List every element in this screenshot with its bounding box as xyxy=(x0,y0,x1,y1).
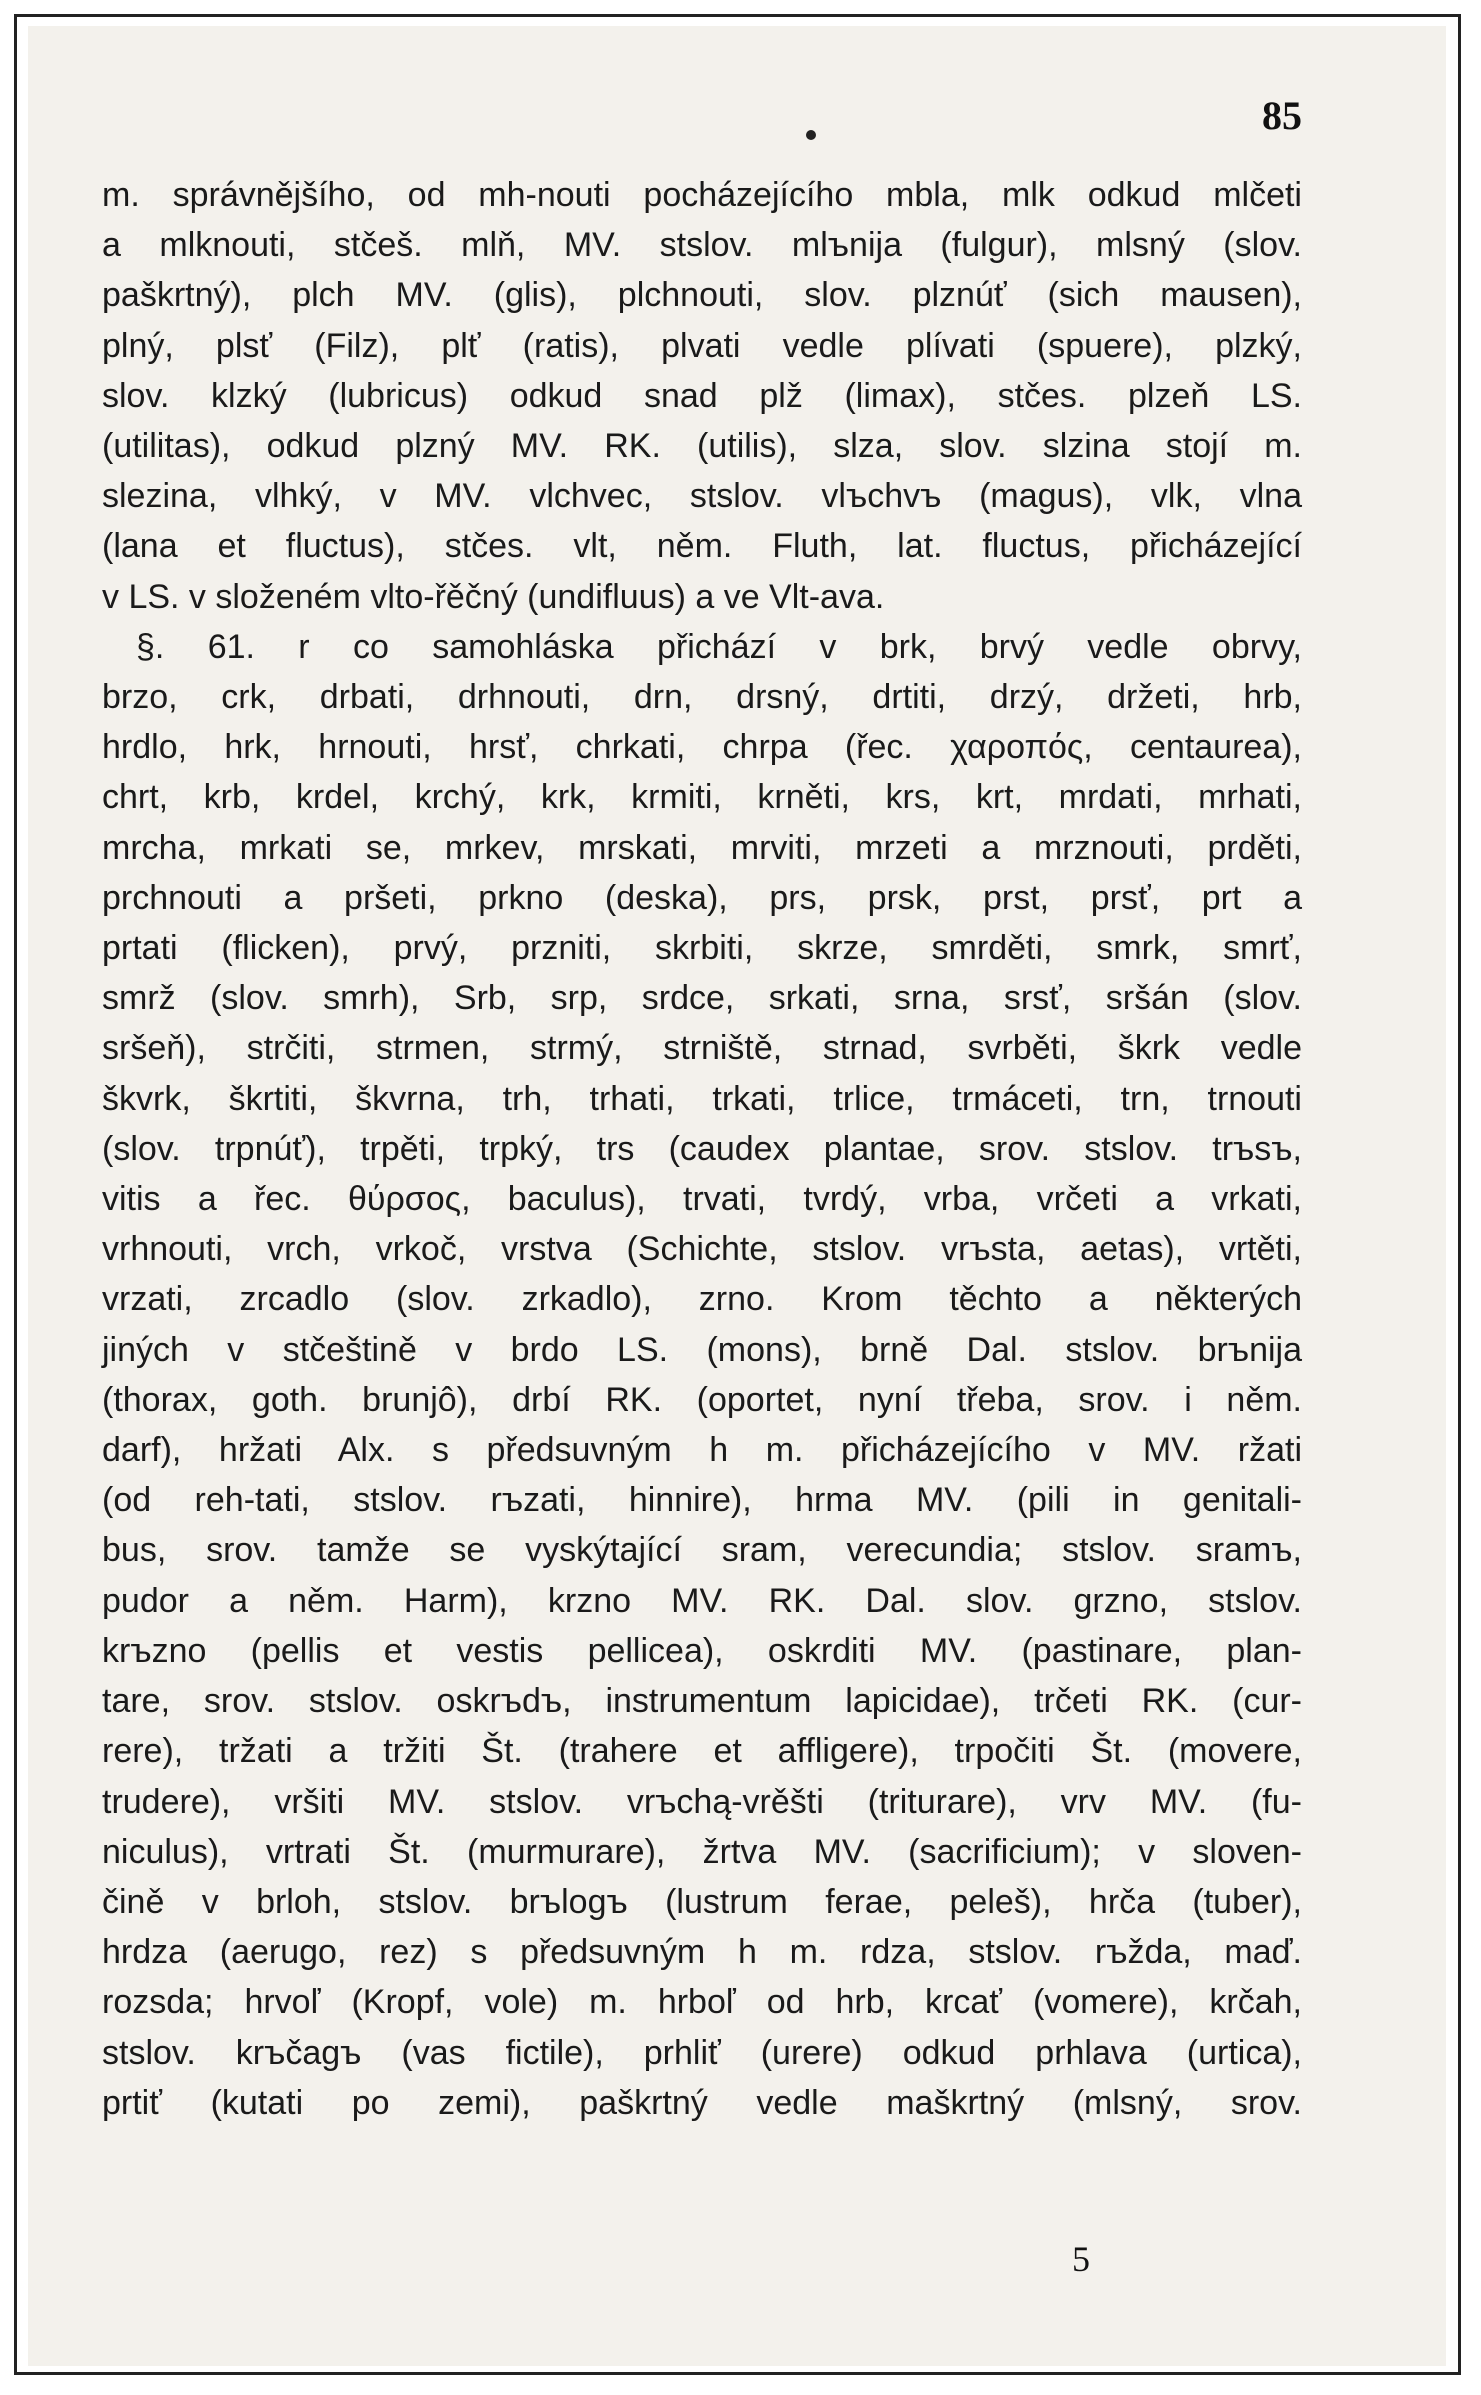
text-line: škvrk, škrtiti, škvrna, trh, trhati, trkati, trlice, trmáceti, trn, trnouti xyxy=(102,1079,1302,1118)
text-line: (thorax, goth. brunjô), drbí RK. (oportet, nyní třeba, srov. i něm. xyxy=(102,1380,1302,1419)
text-line: (lana et fluctus), stčes. vlt, něm. Fluth, lat. fluctus, přicházející xyxy=(102,527,1302,566)
text-line: m. správnějšího, od mh-nouti pocházejícího mbla, mlk odkud mlčeti xyxy=(102,176,1302,214)
text-line: čině v brloh, stslov. brъlogъ (lustrum ferae, peleš), hrča (tuber), xyxy=(102,1882,1302,1921)
text-line: mrcha, mrkati se, mrkev, mrskati, mrviti, mrzeti a mrznouti, prděti, xyxy=(102,828,1302,867)
text-line: vrhnouti, vrch, vrkoč, vrstva (Schichte, stslov. vrъsta, aetas), vrtěti, xyxy=(102,1230,1302,1269)
text-line: rozsda; hrvoľ (Kropf, vole) m. hrboľ od hrb, krcať (vomere), krčah, xyxy=(102,1983,1302,2022)
text-line: rere), tržati a tržiti Št. (trahere et affligere), trpočiti Št. (movere, xyxy=(102,1732,1302,1771)
text-line: prtati (flicken), prvý, przniti, skrbiti, skrze, smrděti, smrk, smrť, xyxy=(102,929,1302,968)
signature-mark: 5 xyxy=(1072,2239,1090,2279)
text-line: brzo, crk, drbati, drhnouti, drn, drsný, drtiti, drzý, držeti, hrb, xyxy=(102,678,1302,717)
text-line: krъzno (pellis et vestis pellicea), oskrditi MV. (pastinare, plan- xyxy=(102,1631,1302,1670)
text-line: tare, srov. stslov. oskrъdъ, instrumentum lapicidae), trčeti RK. (cur- xyxy=(102,1682,1302,1721)
text-line: jiných v stčeštině v brdo LS. (mons), brně Dal. stslov. brъnija xyxy=(102,1330,1302,1369)
text-line: bus, srov. tamže se vyskýtající sram, verecundia; stslov. sramъ, xyxy=(102,1531,1302,1570)
text-line: (utilitas), odkud plzný MV. RK. (utilis), slza, slov. slzina stojí m. xyxy=(102,427,1302,466)
text-line: §. 61. r co samohláska přichází v brk, brvý vedle obrvy, xyxy=(136,627,1302,666)
text-line: niculus), vrtrati Št. (murmurare), žrtva MV. (sacrificium); v sloven- xyxy=(102,1832,1302,1871)
text-line: smrž (slov. smrh), Srb, srp, srdce, srkati, srna, srsť, sršán (slov. xyxy=(102,979,1302,1018)
text-line: vrzati, zrcadlo (slov. zrkadlo), zrno. Krom těchto a některých xyxy=(102,1280,1302,1319)
text-line: slov. klzký (lubricus) odkud snad plž (limax), stčes. plzeň LS. xyxy=(102,376,1302,415)
text-line: v LS. v složeném vlto-řěčný (undifluus) a ve Vlt-ava. xyxy=(102,577,885,616)
text-line: plný, plsť (Filz), plť (ratis), plvati vedle plívati (spuere), plzký, xyxy=(102,326,1302,365)
text-line: slezina, vlhký, v MV. vlchvec, stslov. vlъchvъ (magus), vlk, vlna xyxy=(102,477,1302,516)
text-line: vitis a řec. θύρσος, baculus), trvati, tvrdý, vrba, vrčeti a vrkati, xyxy=(102,1180,1302,1219)
text-line: pudor a něm. Harm), krzno MV. RK. Dal. slov. grzno, stslov. xyxy=(102,1581,1302,1620)
text-line: hrdlo, hrk, hrnouti, hrsť, chrkati, chrpa (řec. χαροπός, centaurea), xyxy=(102,728,1302,767)
text-line: hrdza (aerugo, rez) s předsuvným h m. rdza, stslov. rъžda, maď. xyxy=(102,1933,1302,1972)
text-line: chrt, krb, krdel, krchý, krk, krmiti, krněti, krs, krt, mrdati, mrhati, xyxy=(102,778,1302,817)
text-line: prtiť (kutati po zemi), paškrtný vedle maškrtný (mlsný, srov. xyxy=(102,2083,1302,2122)
text-line: (od reh-tati, stslov. rъzati, hinnire), hrma MV. (pili in genitali- xyxy=(102,1481,1302,1520)
text-line: trudere), vršiti MV. stslov. vrъchą-vrěšti (triturare), vrv MV. (fu- xyxy=(102,1782,1302,1821)
text-line: a mlknouti, stčeš. mlň, MV. stslov. mlъnija (fulgur), mlsný (slov. xyxy=(102,226,1302,265)
text-line: paškrtný), plch MV. (glis), plchnouti, slov. plznúť (sich mausen), xyxy=(102,276,1302,315)
text-line: (slov. trpnúť), trpěti, trpký, trs (caudex plantae, srov. stslov. trъsъ, xyxy=(102,1129,1302,1168)
text-line: stslov. krъčagъ (vas fictile), prhliť (urere) odkud prhlava (urtica), xyxy=(102,2033,1302,2072)
text-line: darf), hržati Alx. s předsuvným h m. přicházejícího v MV. ržati xyxy=(102,1431,1302,1470)
text-line: prchnouti a pršeti, prkno (deska), prs, prsk, prst, prsť, prt a xyxy=(102,878,1302,917)
page-number: 85 xyxy=(1262,93,1302,138)
text-line: sršeň), strčiti, strmen, strmý, strniště, strnad, svrběti, škrk vedle xyxy=(102,1029,1302,1068)
body-text xyxy=(102,170,1302,2128)
ink-dot xyxy=(806,130,816,140)
